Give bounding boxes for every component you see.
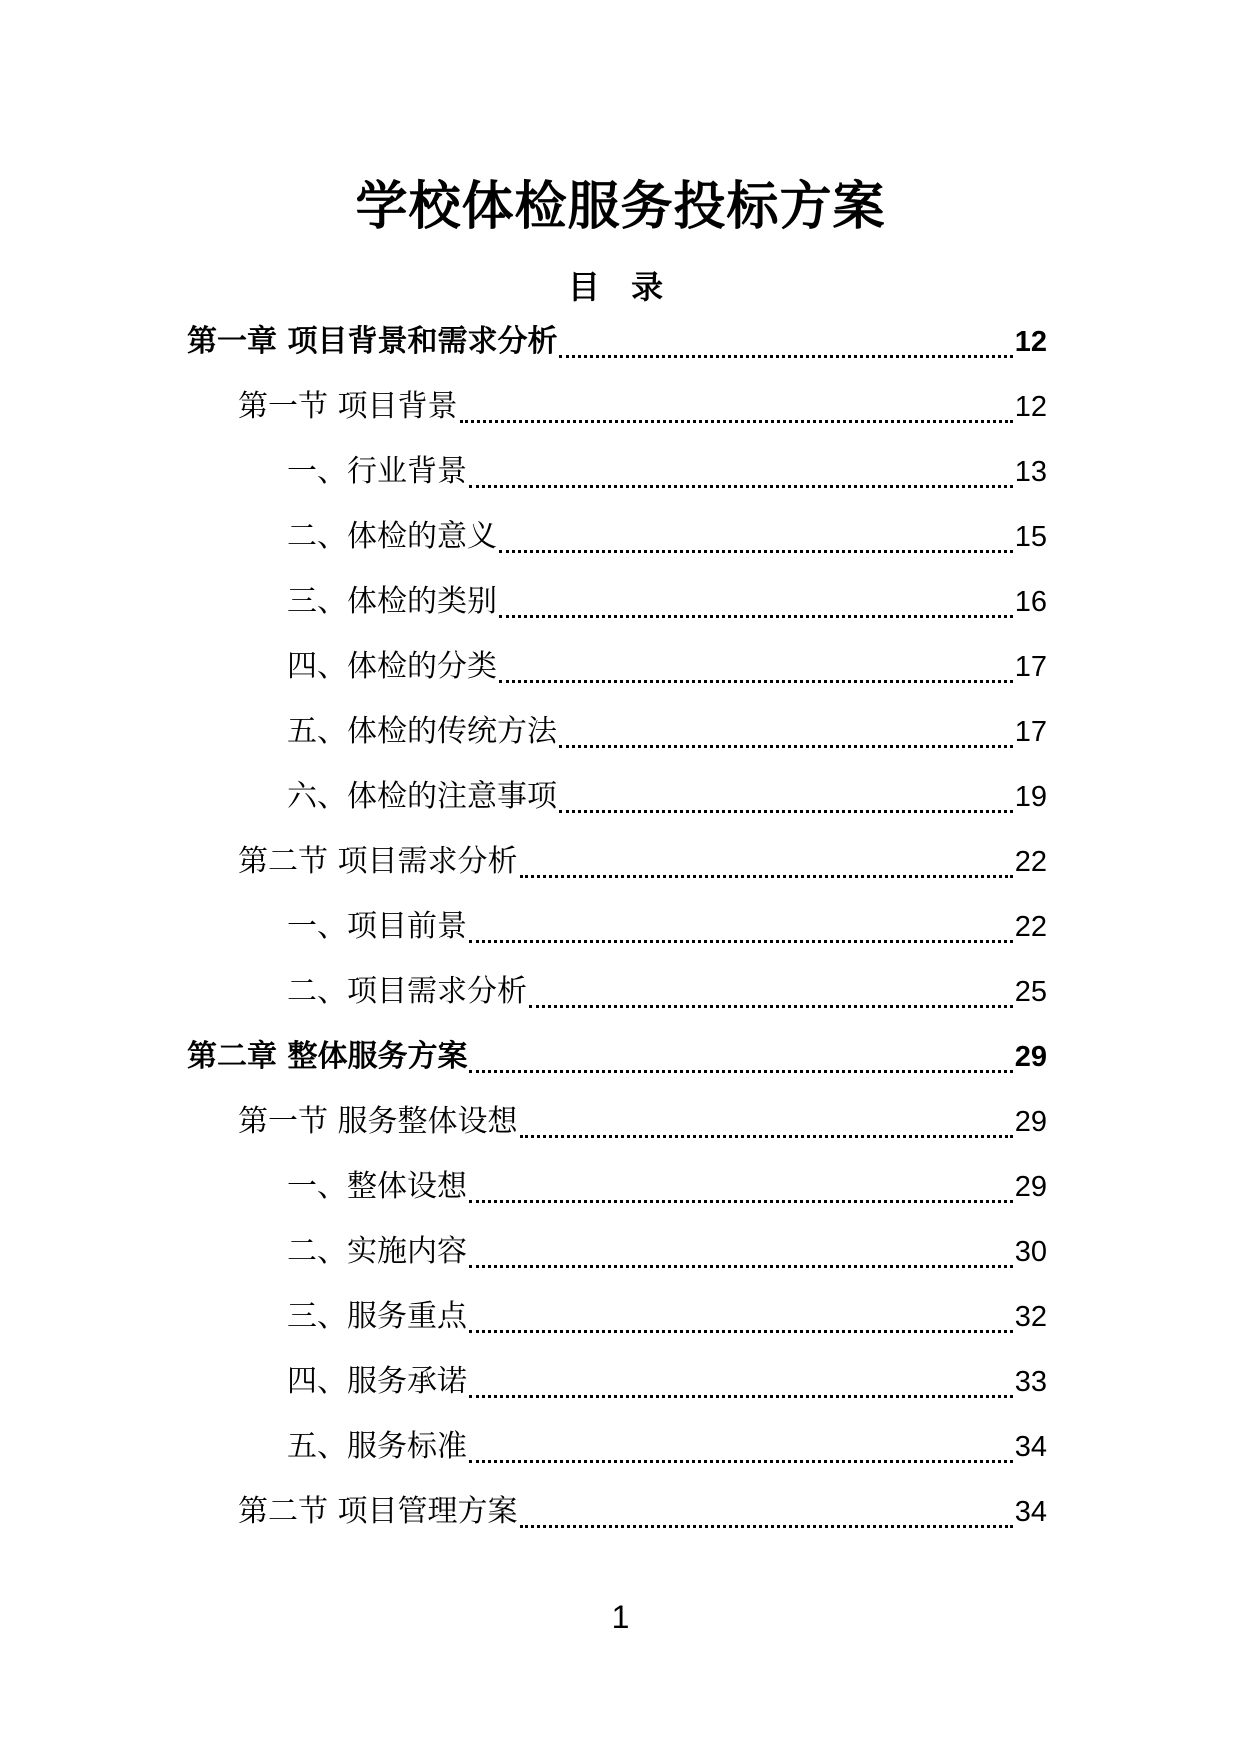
toc-leader-dots [469, 1437, 1013, 1467]
toc-entry-page: 13 [1014, 456, 1047, 488]
toc-entry-text: 一、行业背景 [287, 454, 467, 489]
toc-entry[interactable] [287, 972, 1047, 1012]
toc-leader-dots [469, 1307, 1013, 1337]
toc-entry-text: 四、体检的分类 [287, 649, 497, 684]
toc-entry-page: 29 [1014, 1041, 1047, 1073]
toc-entry[interactable] [187, 322, 1047, 362]
toc-entry-page: 22 [1014, 911, 1047, 943]
toc-entry-text: 第一章 项目背景和需求分析 [187, 324, 558, 359]
toc-entry-page: 33 [1014, 1366, 1047, 1398]
toc-heading: 目 录 [567, 268, 674, 306]
toc-entry-text: 一、项目前景 [287, 909, 467, 944]
toc-leader-dots [520, 852, 1013, 882]
toc-entry-text: 三、体检的类别 [287, 584, 497, 619]
toc-leader-dots [499, 657, 1013, 687]
toc-entry-page: 16 [1014, 586, 1047, 618]
toc-entry-page: 15 [1014, 521, 1047, 553]
toc-entry[interactable] [238, 387, 1047, 427]
toc-entry-page: 12 [1014, 391, 1047, 423]
toc-entry-page: 12 [1014, 326, 1047, 358]
toc-entry[interactable] [187, 1037, 1047, 1077]
toc-entry-text: 三、服务重点 [287, 1299, 467, 1334]
toc-leader-dots [499, 527, 1013, 557]
toc-entry[interactable] [238, 1102, 1047, 1142]
toc-entry[interactable] [287, 1297, 1047, 1337]
toc-entry[interactable] [287, 647, 1047, 687]
toc-entry-page: 17 [1014, 651, 1047, 683]
toc-entry[interactable] [287, 517, 1047, 557]
toc-leader-dots [460, 397, 1013, 427]
toc-entry-text: 六、体检的注意事项 [287, 779, 557, 814]
toc-entry-text: 第一节 项目背景 [238, 389, 458, 424]
toc-entry[interactable] [287, 907, 1047, 947]
toc-entry-text: 二、体检的意义 [287, 519, 497, 554]
toc-entry-page: 17 [1014, 716, 1047, 748]
toc-entry[interactable] [287, 712, 1047, 752]
toc-entry[interactable] [287, 582, 1047, 622]
toc-entry[interactable] [287, 1427, 1047, 1467]
toc-leader-dots [469, 1242, 1013, 1272]
toc-entry-text: 二、实施内容 [287, 1234, 467, 1269]
toc-leader-dots [559, 722, 1013, 752]
document-title: 学校体检服务投标方案 [355, 177, 886, 237]
toc-entry-text: 五、服务标准 [287, 1429, 467, 1464]
toc-entry[interactable] [287, 1167, 1047, 1207]
toc-entry[interactable] [238, 1492, 1047, 1532]
toc-entry[interactable] [287, 1362, 1047, 1402]
toc-entry-page: 22 [1014, 846, 1047, 878]
toc-entry-page: 34 [1014, 1496, 1047, 1528]
toc-entry-page: 32 [1014, 1301, 1047, 1333]
toc-entry[interactable] [287, 777, 1047, 817]
toc-entry[interactable] [287, 1232, 1047, 1272]
toc-leader-dots [469, 1177, 1013, 1207]
toc-leader-dots [520, 1502, 1013, 1532]
toc-leader-dots [469, 917, 1013, 947]
toc-entry-page: 25 [1014, 976, 1047, 1008]
toc-entry-text: 二、项目需求分析 [287, 974, 527, 1009]
toc-entry[interactable] [238, 842, 1047, 882]
toc-leader-dots [469, 1047, 1012, 1077]
toc-leader-dots [559, 787, 1013, 817]
toc-entry-text: 四、服务承诺 [287, 1364, 467, 1399]
toc-leader-dots [559, 332, 1012, 362]
toc-entry[interactable] [287, 452, 1047, 492]
toc-entry-text: 第二节 项目需求分析 [238, 844, 518, 879]
toc-entry-page: 19 [1014, 781, 1047, 813]
toc-entry-text: 五、体检的传统方法 [287, 714, 557, 749]
page-number: 1 [611, 1599, 630, 1635]
toc-leader-dots [469, 1372, 1013, 1402]
toc-entry-text: 第二章 整体服务方案 [187, 1039, 468, 1074]
toc-leader-dots [520, 1112, 1013, 1142]
toc-leader-dots [529, 982, 1013, 1012]
toc-entry-page: 29 [1014, 1171, 1047, 1203]
toc-entry-text: 一、整体设想 [287, 1169, 467, 1204]
toc-entry-page: 30 [1014, 1236, 1047, 1268]
toc-leader-dots [499, 592, 1013, 622]
toc-leader-dots [469, 462, 1013, 492]
toc-entry-page: 29 [1014, 1106, 1047, 1138]
toc-entry-page: 34 [1014, 1431, 1047, 1463]
toc-entry-text: 第二节 项目管理方案 [238, 1494, 518, 1529]
toc-entry-text: 第一节 服务整体设想 [238, 1104, 518, 1139]
